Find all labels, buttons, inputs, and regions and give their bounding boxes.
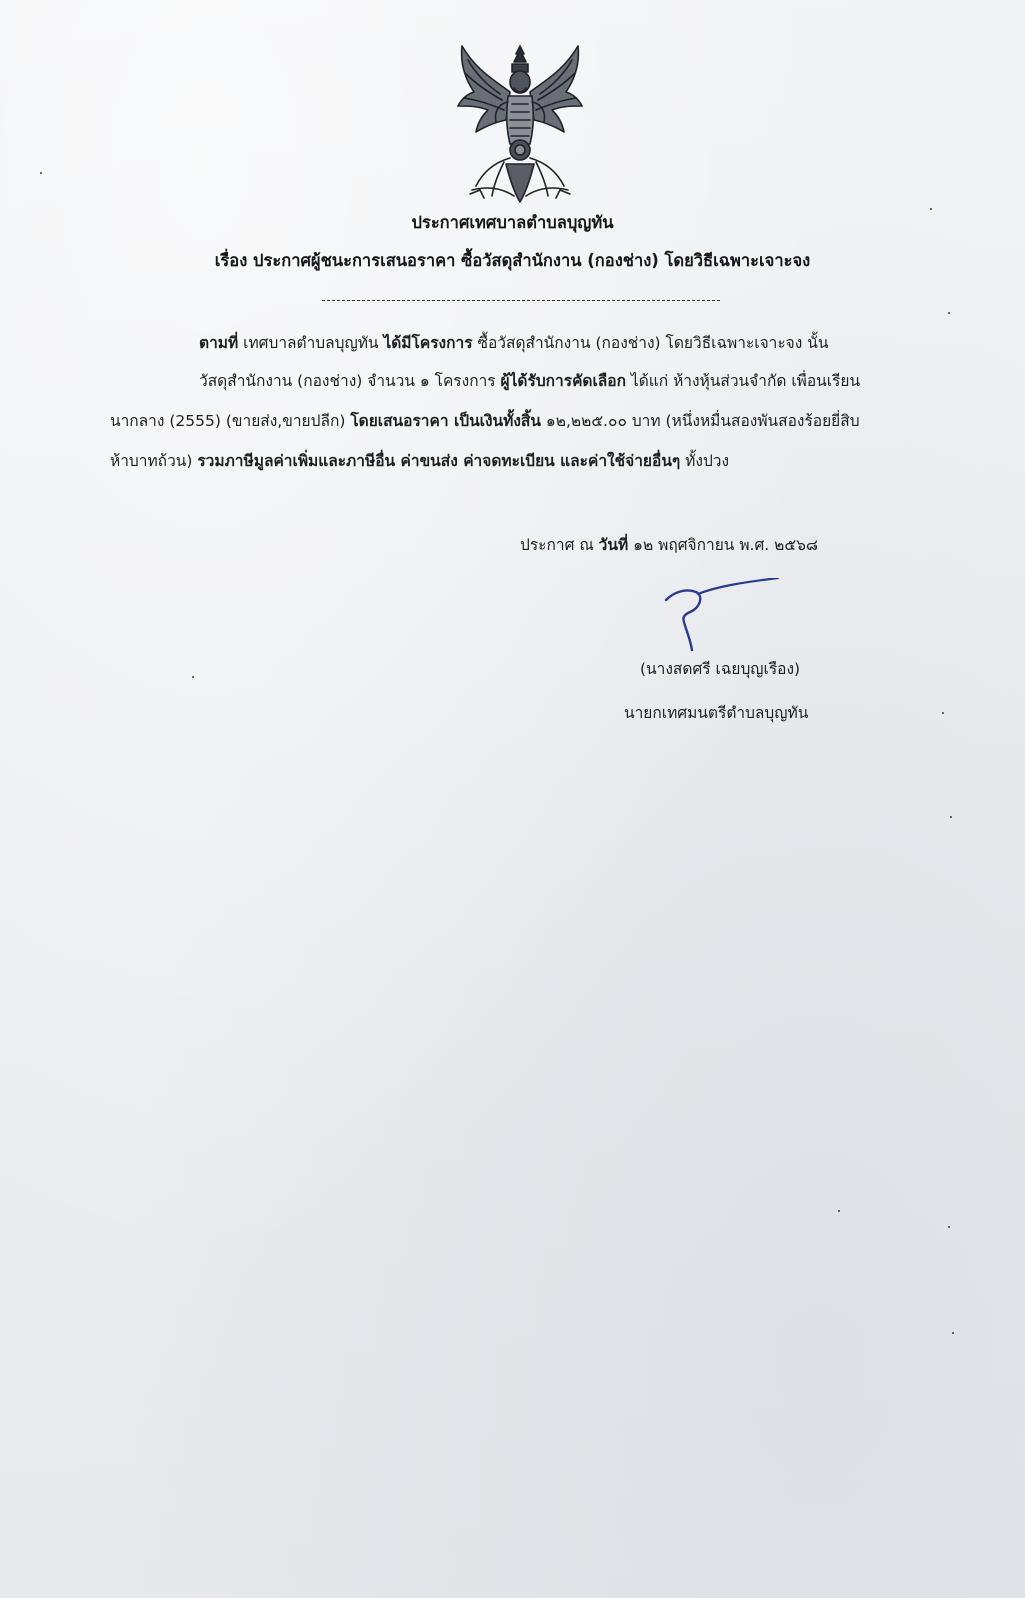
body-line-3-bold-a: โดยเสนอราคา เป็นเงินทั้งสิ้น — [350, 412, 541, 430]
announcement-date-value: ๑๒ พฤศจิกายน พ.ศ. ๒๕๖๘ — [628, 536, 818, 554]
body-line-3-text-a: นากลาง (2555) (ขายส่ง,ขายปลีก) — [110, 412, 351, 430]
body-line-1-bold-a: ได้มีโครงการ — [383, 334, 473, 352]
office-title: ประกาศเทศบาลตำบลบุญทัน — [411, 213, 614, 232]
announcement-date — [520, 532, 818, 557]
body-line-4-text-a: ห้าบาทถ้วน) — [110, 452, 198, 470]
body-line-3 — [110, 408, 930, 433]
body-line-2-text-a: วัสดุสำนักงาน (กองช่าง) จำนวน ๑ โครงการ — [199, 372, 501, 390]
paper-speck — [930, 208, 932, 210]
subject-line: เรื่อง ประกาศผู้ชนะการเสนอราคา ซื้อวัสดุสำนักงาน (กองช่าง) โดยวิธีเฉพาะเจาะจง — [214, 251, 811, 270]
body-line-3-text-b: ๑๒,๒๒๕.๐๐ บาท (หนึ่งหมื่นสองพันสองร้อยยี่สิบ — [540, 412, 860, 430]
body-line-2-text-b: ได้แก่ ห้างหุ้นส่วนจำกัด เพื่อนเรียน — [626, 372, 861, 390]
paper-speck — [192, 676, 194, 678]
body-line-1-text-b: ซื้อวัสดุสำนักงาน (กองช่าง) โดยวิธีเฉพาะเจาะจง นั้น — [472, 334, 829, 352]
paper-speck — [40, 172, 42, 174]
signer-title: นายกเทศมนตรีตำบลบุญทัน — [624, 704, 809, 722]
body-line-2 — [199, 368, 1019, 393]
paper-speck — [948, 1226, 950, 1228]
paper-speck — [950, 816, 952, 818]
body-line-4 — [110, 448, 930, 473]
paper-speck — [942, 712, 944, 714]
handwritten-signature — [660, 578, 784, 652]
paper-speck — [948, 312, 950, 314]
body-line-4-bold-a: รวมภาษีมูลค่าเพิ่มและภาษีอื่น ค่าขนส่ง ค่าจดทะเบียน และค่าใช้จ่ายอื่นๆ — [197, 452, 681, 470]
body-line-2-bold-a: ผู้ได้รับการคัดเลือก — [500, 372, 626, 390]
separator-line — [322, 300, 720, 301]
body-line-4-text-b: ทั้งปวง — [680, 452, 730, 470]
garuda-emblem-icon — [454, 40, 586, 208]
body-line-1 — [199, 330, 1019, 355]
paper-speck — [952, 1332, 954, 1334]
signer-name: (นางสดศรี เฉยบุญเรือง) — [640, 660, 801, 678]
paper-speck — [838, 1210, 840, 1212]
announcement-day-label: วันที่ — [598, 536, 629, 554]
body-line-1-lead: ตามที่ — [199, 334, 239, 352]
body-line-1-text-a: เทศบาลตำบลบุญทัน — [238, 334, 384, 352]
announcement-prefix: ประกาศ ณ — [520, 536, 599, 554]
